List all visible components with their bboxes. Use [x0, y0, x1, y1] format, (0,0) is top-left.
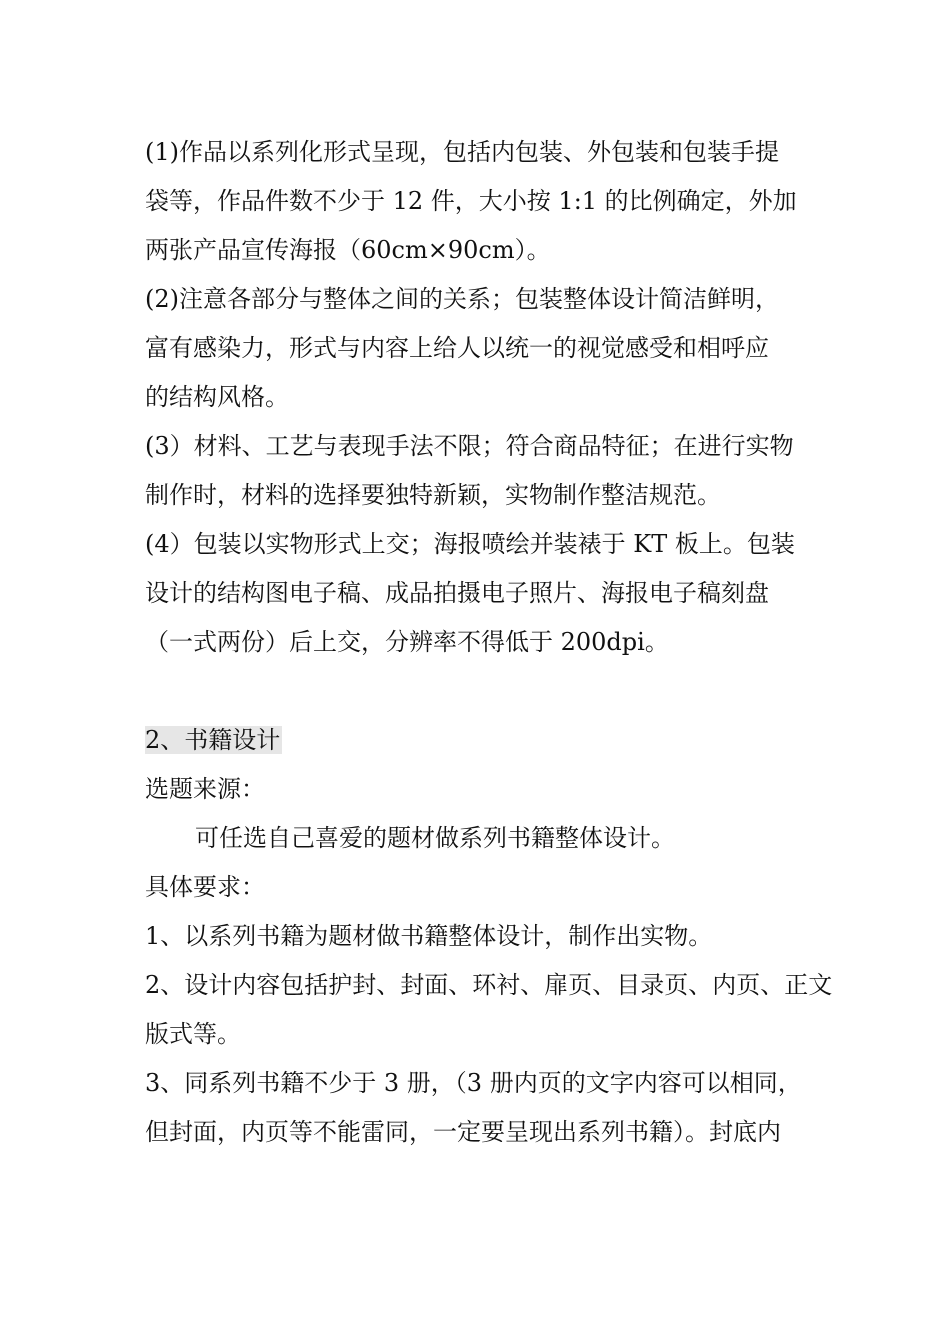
item1-line-2: 袋等，作品件数不少于 12 件，大小按 1:1 的比例确定，外加: [145, 187, 797, 215]
section-heading-row: [145, 716, 813, 765]
requirement-1: 1、以系列书籍为题材做书籍整体设计，制作出实物。: [145, 922, 713, 950]
item4-line-3: （一式两份）后上交，分辨率不得低于 200dpi。: [145, 628, 669, 656]
requirement-2-line-2: 版式等。: [145, 1020, 241, 1048]
item2-line-1: (2)注意各部分与整体之间的关系；包装整体设计简洁鲜明，: [145, 285, 779, 313]
section-heading: 2、书籍设计: [145, 726, 281, 754]
source-text: 可任选自己喜爱的题材做系列书籍整体设计。: [195, 824, 675, 852]
requirement-2-line-1: 2、设计内容包括护封、封面、环衬、扉页、目录页、内页、正文: [145, 971, 833, 999]
item1-line-1: (1)作品以系列化形式呈现，包括内包装、外包装和包装手提: [145, 138, 779, 166]
document-body: [145, 128, 833, 1157]
requirement-3-line-2: 但封面，内页等不能雷同，一定要呈现出系列书籍）。封底内: [145, 1118, 781, 1146]
paragraph-gap: [145, 667, 813, 716]
item4-line-1: (4）包装以实物形式上交；海报喷绘并装裱于 KT 板上。包装: [145, 530, 795, 558]
requirement-3-line-1: 3、同系列书籍不少于 3 册，（3 册内页的文字内容可以相同，: [145, 1069, 802, 1097]
item1-line-3: 两张产品宣传海报（60cm×90cm）。: [145, 236, 551, 264]
item3-line-2: 制作时，材料的选择要独特新颖，实物制作整洁规范。: [145, 481, 721, 509]
item3-line-1: (3）材料、工艺与表现手法不限；符合商品特征；在进行实物: [145, 432, 794, 460]
requirements-label: 具体要求：: [145, 873, 265, 901]
item2-line-3: 的结构风格。: [145, 383, 289, 411]
item2-line-2: 富有感染力，形式与内容上给人以统一的视觉感受和相呼应: [145, 334, 769, 362]
item4-line-2: 设计的结构图电子稿、成品拍摄电子照片、海报电子稿刻盘: [145, 579, 769, 607]
source-label: 选题来源：: [145, 775, 265, 803]
